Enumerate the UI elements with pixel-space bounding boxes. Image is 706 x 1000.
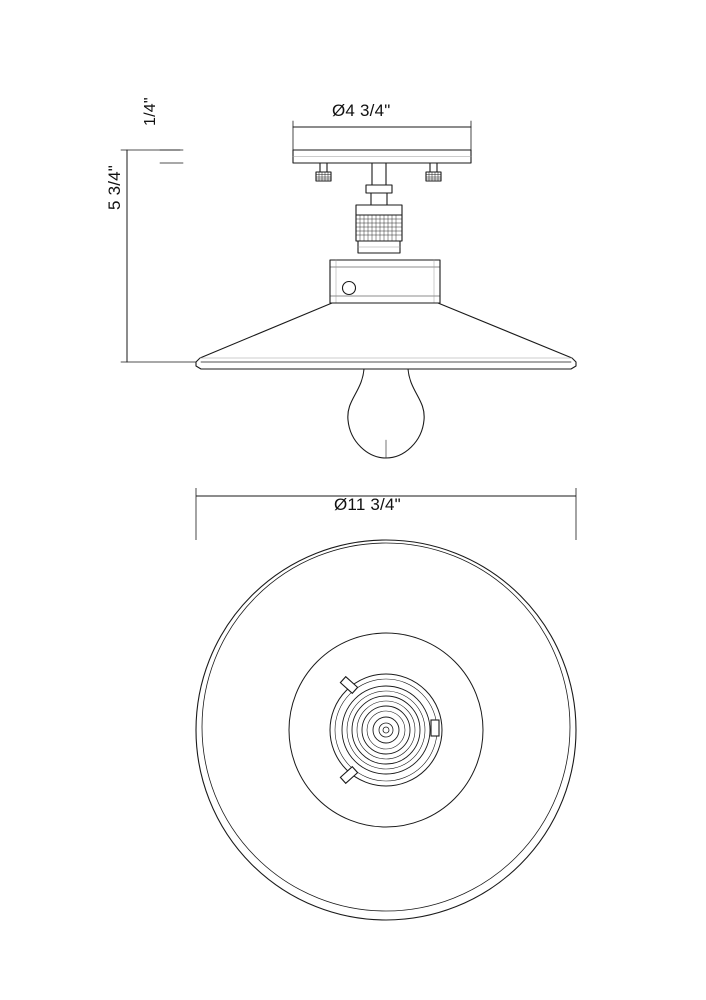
side-elevation-view bbox=[121, 121, 576, 458]
shade-outer-rim bbox=[196, 540, 576, 920]
ceiling-plate bbox=[293, 150, 471, 163]
plate-thickness-label: 1/4" bbox=[142, 97, 159, 126]
bottom-plan-view bbox=[196, 540, 576, 920]
overall-height-label: 5 3/4" bbox=[105, 164, 124, 210]
mounting-hardware-right bbox=[426, 163, 441, 181]
shade-cone bbox=[196, 303, 576, 369]
plate-thickness-dimension bbox=[160, 150, 183, 163]
top-diameter-label: Ø4 3/4" bbox=[332, 101, 391, 120]
socket-collar bbox=[356, 205, 402, 253]
shade-fitter bbox=[330, 260, 440, 303]
light-bulb bbox=[348, 369, 424, 458]
bottom-diameter-label: Ø11 3/4" bbox=[334, 495, 401, 514]
stem bbox=[366, 163, 392, 205]
overall-height-dimension bbox=[121, 150, 196, 362]
mounting-hardware-left bbox=[316, 163, 331, 181]
